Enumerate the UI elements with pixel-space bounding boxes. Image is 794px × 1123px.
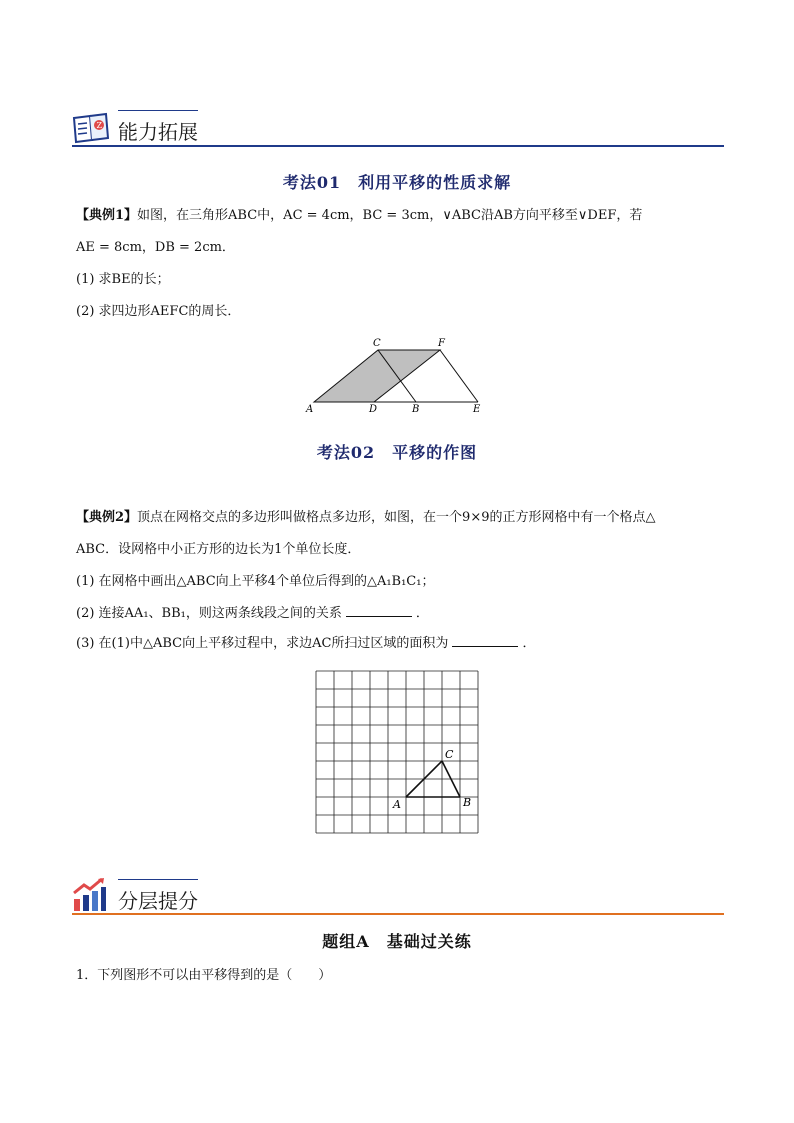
question2-text: (2) 连接AA₁、BB₁，则这两条线段之间的关系 [76,606,342,621]
label-e: E [473,404,481,415]
question3-end: ． [522,636,536,651]
answer-blank[interactable] [346,604,412,617]
example1-text: 如图，在三角形ABC中，AC = 4cm，BC = 3cm，∨ABC沿AB方向平移至∨DEF，若 [137,208,643,223]
example1-question2: (2) 求四边形AEFC的周长． [76,304,241,319]
answer-blank[interactable] [452,634,518,647]
shaded-parallelogram [314,350,440,402]
square-grid-figure [315,670,481,836]
method-title-1: 考法01 利用平移的性质求解 [282,173,512,192]
example2-question1: (1) 在网格中画出△ABC向上平移4个单位后得到的△A₁B₁C₁； [76,574,435,589]
question3-text: (3) 在(1)中△ABC向上平移过程中，求边AC所扫过区域的面积为 [76,636,449,651]
example-tag: 【典例2】 [76,510,138,525]
example1-question1: (1) 求BE的长； [76,272,170,287]
grid-label-a: A [393,798,401,811]
open-book-icon [72,110,112,146]
grid-label-b: B [463,796,472,809]
example1-line1 [76,206,642,226]
translation-figure [300,336,500,418]
example2-line1 [76,508,655,528]
method-title-2: 考法02 平移的作图 [316,443,478,462]
section-rule [72,145,724,147]
segment-fe [440,350,478,402]
example2-text: 顶点在网格交点的多边形叫做格点多边形，如图，在一个9×9的正方形网格中有一个格点△ [137,510,656,525]
section-title-deco-line [118,879,198,880]
label-d: D [369,404,378,415]
question2-end: ． [415,606,429,621]
section-title-deco-line [118,110,198,111]
section-header-2 [72,877,724,917]
label-f: F [438,338,445,349]
grid-label-c: C [445,748,454,761]
label-b: B [412,404,420,415]
svg-text:Z: Z [96,121,103,130]
section-rule [72,913,724,915]
section-title: 分层提分 [118,889,198,913]
example2-line2: ABC．设网格中小正方形的边长为1个单位长度． [76,542,361,557]
section-header-1 [72,108,724,150]
group-title: 题组A 基础过关练 [322,932,472,951]
bar-chart-arrow-icon [72,877,108,913]
example-tag: 【典例1】 [76,208,138,223]
question-1: 1．下列图形不可以由平移得到的是（ ） [76,968,332,983]
example2-question2 [76,604,429,624]
label-a: A [306,404,314,415]
example1-line2: AE = 8cm，DB = 2cm． [76,240,235,255]
label-c: C [373,338,381,349]
example2-question3 [76,634,535,654]
section-title: 能力拓展 [118,120,198,144]
